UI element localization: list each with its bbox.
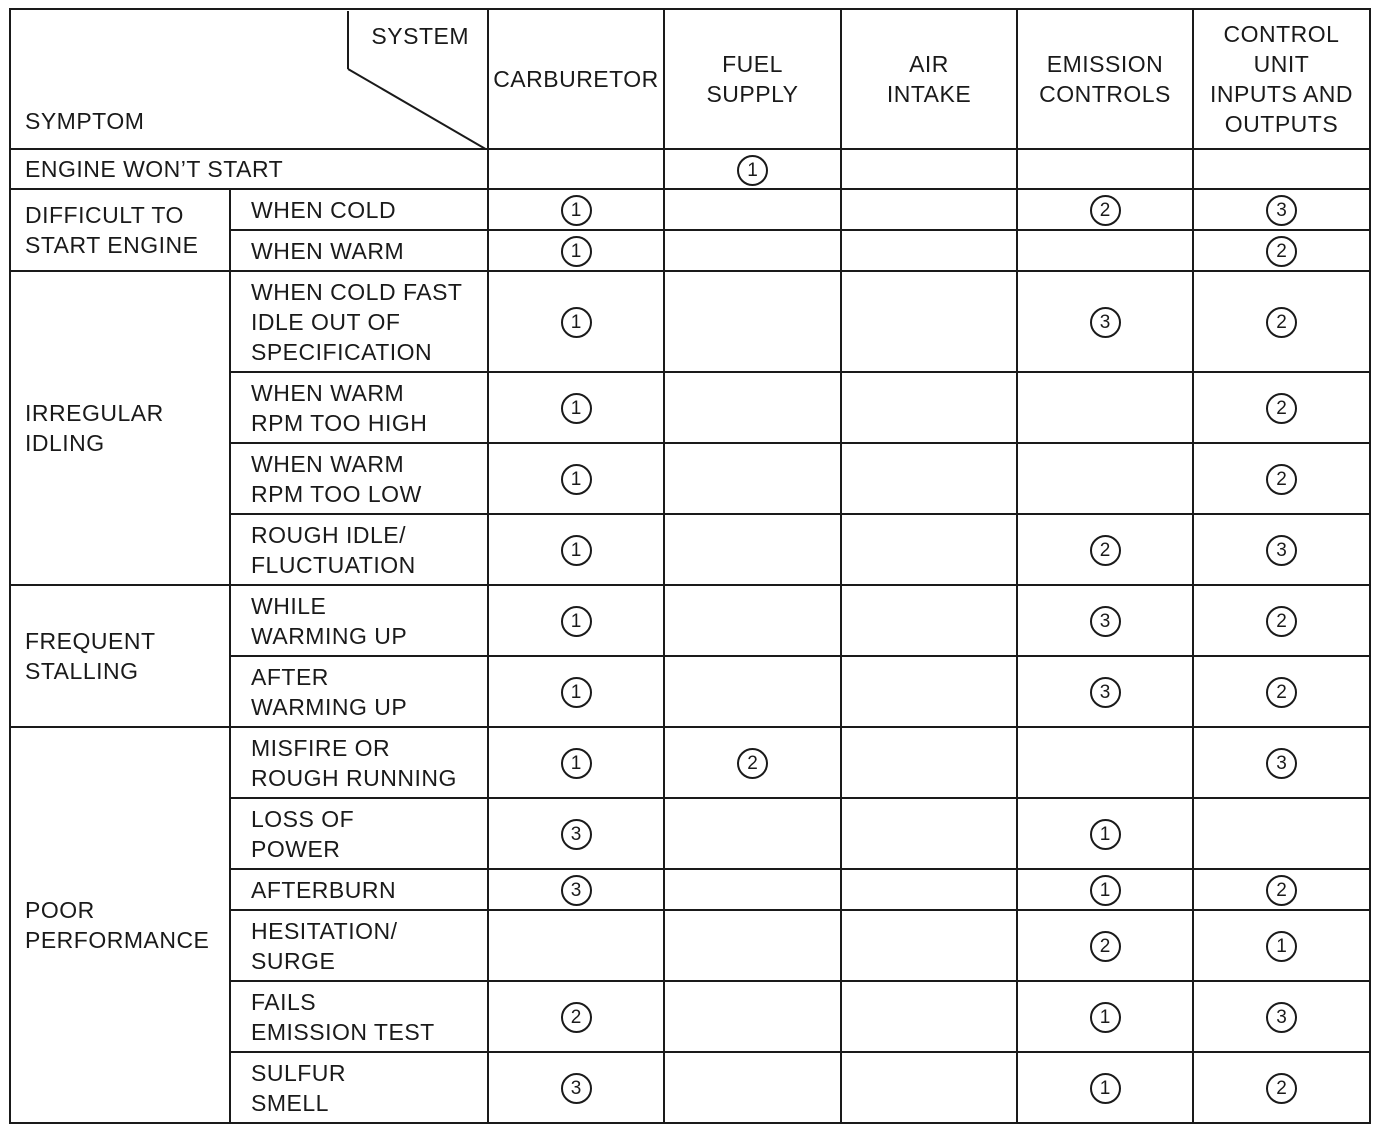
priority-mark: 1 xyxy=(561,236,592,267)
priority-mark: 1 xyxy=(1090,1073,1121,1104)
priority-mark: 2 xyxy=(1090,195,1121,226)
table-row xyxy=(10,585,1370,656)
priority-mark: 2 xyxy=(1090,931,1121,962)
priority-mark: 1 xyxy=(561,464,592,495)
priority-mark: 1 xyxy=(561,748,592,779)
sub-symptom-label: MISFIRE OR ROUGH RUNNING xyxy=(230,727,488,798)
priority-mark: 1 xyxy=(561,535,592,566)
priority-mark: 2 xyxy=(561,1002,592,1033)
sub-symptom-label: WHEN WARM xyxy=(230,230,488,271)
sub-symptom-label: AFTER WARMING UP xyxy=(230,656,488,727)
table-row xyxy=(10,189,1370,230)
symptom-axis-label: SYMPTOM xyxy=(25,107,145,134)
priority-mark: 3 xyxy=(561,819,592,850)
sub-symptom-label: WHEN WARM RPM TOO HIGH xyxy=(230,372,488,443)
symptom-group-label: DIFFICULT TO START ENGINE xyxy=(10,189,230,271)
priority-mark: 1 xyxy=(1090,819,1121,850)
col-fuel-supply: FUEL SUPPLY xyxy=(664,9,841,149)
table-row xyxy=(10,149,1370,189)
priority-mark: 2 xyxy=(1090,535,1121,566)
sub-symptom-label: WHEN WARM RPM TOO LOW xyxy=(230,443,488,514)
priority-mark: 2 xyxy=(1266,236,1297,267)
priority-mark: 3 xyxy=(1266,748,1297,779)
priority-mark: 2 xyxy=(1266,1073,1297,1104)
priority-mark: 3 xyxy=(1266,535,1297,566)
priority-mark: 1 xyxy=(561,195,592,226)
header-row xyxy=(10,9,1370,149)
priority-mark: 1 xyxy=(561,307,592,338)
table-row xyxy=(10,727,1370,798)
priority-mark: 1 xyxy=(1090,1002,1121,1033)
priority-mark: 3 xyxy=(561,875,592,906)
priority-mark: 2 xyxy=(1266,875,1297,906)
priority-mark: 2 xyxy=(737,748,768,779)
priority-mark: 1 xyxy=(737,155,768,186)
sub-symptom-label: WHILE WARMING UP xyxy=(230,585,488,656)
sub-symptom-label: FAILS EMISSION TEST xyxy=(230,981,488,1052)
priority-mark: 3 xyxy=(1090,606,1121,637)
priority-mark: 3 xyxy=(1090,307,1121,338)
sub-symptom-label: WHEN COLD FAST IDLE OUT OF SPECIFICATION xyxy=(230,271,488,372)
system-axis-label: SYSTEM xyxy=(371,22,469,49)
col-carburetor: CARBURETOR xyxy=(488,9,664,149)
priority-mark: 3 xyxy=(1266,195,1297,226)
sub-symptom-label: SULFUR SMELL xyxy=(230,1052,488,1123)
sub-symptom-label: WHEN COLD xyxy=(230,189,488,230)
col-emission-controls: EMISSION CONTROLS xyxy=(1017,9,1193,149)
priority-mark: 2 xyxy=(1266,307,1297,338)
priority-mark: 3 xyxy=(1090,677,1121,708)
sub-symptom-label: AFTERBURN xyxy=(230,869,488,910)
symptom-system-table xyxy=(9,8,1371,1124)
priority-mark: 1 xyxy=(561,606,592,637)
table-row xyxy=(10,271,1370,372)
symptom-label: ENGINE WON’T START xyxy=(10,149,488,189)
symptom-group-label: IRREGULAR IDLING xyxy=(10,271,230,585)
priority-mark: 1 xyxy=(561,393,592,424)
corner-header xyxy=(10,9,488,149)
priority-mark: 3 xyxy=(561,1073,592,1104)
priority-mark: 2 xyxy=(1266,606,1297,637)
symptom-group-label: POOR PERFORMANCE xyxy=(10,727,230,1123)
sub-symptom-label: ROUGH IDLE/ FLUCTUATION xyxy=(230,514,488,585)
priority-mark: 1 xyxy=(1266,931,1297,962)
sub-symptom-label: HESITATION/ SURGE xyxy=(230,910,488,981)
col-control-unit: CONTROL UNIT INPUTS AND OUTPUTS xyxy=(1193,9,1370,149)
col-air-intake: AIR INTAKE xyxy=(841,9,1017,149)
priority-mark: 2 xyxy=(1266,677,1297,708)
priority-mark: 1 xyxy=(561,677,592,708)
priority-mark: 3 xyxy=(1266,1002,1297,1033)
priority-mark: 1 xyxy=(1090,875,1121,906)
priority-mark: 2 xyxy=(1266,393,1297,424)
sub-symptom-label: LOSS OF POWER xyxy=(230,798,488,869)
symptom-group-label: FREQUENT STALLING xyxy=(10,585,230,727)
priority-mark: 2 xyxy=(1266,464,1297,495)
